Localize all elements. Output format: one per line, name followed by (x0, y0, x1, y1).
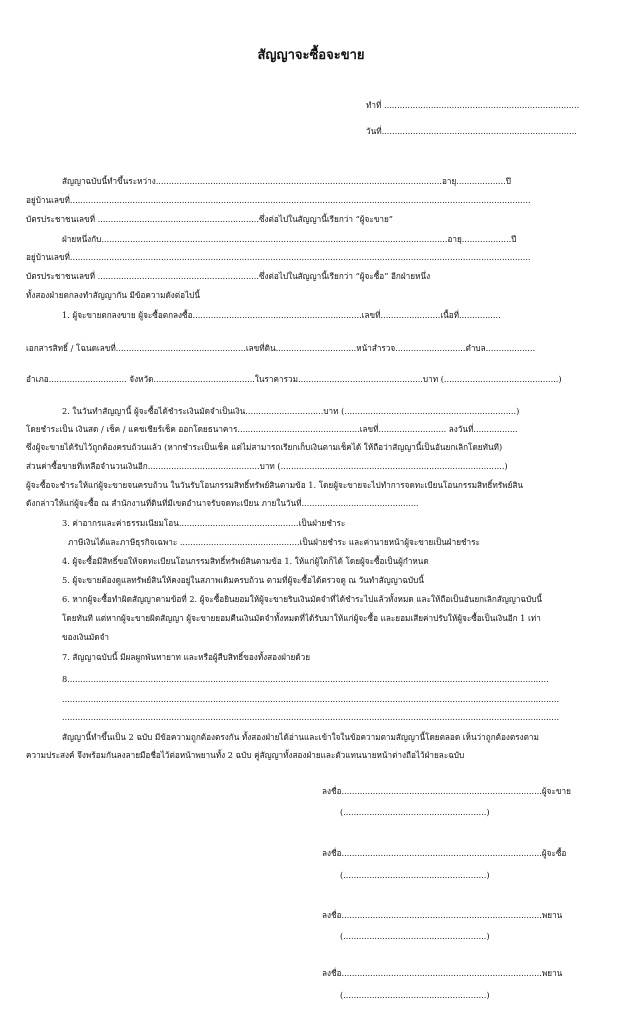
clause-6-line-3: ของเงินมัดจำ (62, 632, 110, 642)
clause-2-line-5: ผู้จะซื้อจะชำระให้แก่ผู้จะขายจนครบถ้วน ในวันรับโอนกรรมสิทธิ์ทรัพย์สินตามข้อ 1. โดยผู้จะขายจะไปทำการจดทะเบียนโอนกรรมสิทธิ์ทรัพย์สิน (26, 480, 523, 490)
signature-seller-line: ลงชื่อ.............................................................................ผู้จะขาย (322, 786, 571, 796)
signature-witness-2-line: ลงชื่อ.............................................................................พยาน (322, 968, 563, 978)
clause-7-line: 7. สัญญาฉบับนี้ มีผลผูกพันทายาท และหรือผู้สืบสิทธิ์ของทั้งสองฝ่ายด้วย (62, 652, 310, 662)
clause-1-line-3: อำเภอ.............................. จังหวัด.......................................ในราคารวม................................................บาท (............................................) (26, 374, 562, 384)
clause-8-line-3: ............................................................................................................................................................................................... (62, 712, 560, 722)
clause-4-line: 4. ผู้จะซื้อมีสิทธิ์ขอให้จดทะเบียนโอนกรรมสิทธิ์ทรัพย์สินตามข้อ 1. ให้แก่ผู้ใดก็ได้ โดยผู้จะซื้อเป็นผู้กำหนด (62, 556, 429, 566)
date-line: วันที่........................................................................... (366, 126, 577, 136)
clause-2-line-6: ดังกล่าวให้แก่ผู้จะซื้อ ณ สำนักงานที่ดินที่มีเขตอำนาจรับจดทะเบียน ภายในวันที่............................................. (26, 498, 419, 508)
clause-3-line-1: 3. ค่าอากรและค่าธรรมเนียมโอน..............................................เป็นฝ่ายชำระ (62, 518, 346, 528)
document-title: สัญญาจะซื้อจะขาย (257, 48, 365, 63)
clause-2-line-2: โดยชำระเป็น เงินสด / เช็ค / แคชเชียร์เช็ค ออกโดยธนาคาร...............................................เลขที่.......................... ลงวันที่................. (26, 424, 518, 434)
clause-1-line-2: เอกสารสิทธิ์ / โฉนดเลขที่..................................................เลขที่ดิน...............................หน้าสำรวจ...........................ตำบล................... (26, 343, 536, 353)
signature-seller-name: (.......................................................) (340, 807, 490, 817)
signature-buyer-name: (.......................................................) (340, 870, 490, 880)
signature-witness-1-name: (.......................................................) (340, 931, 490, 941)
party-buyer-id-line: บัตรประชาชนเลขที่ ..............................................................ซึ่งต่อไปในสัญญานี้เรียกว่า “ผู้จะซื้อ” อีกฝ่ายหนึ่ง (26, 271, 431, 281)
clause-2-line-4: ส่วนค่าซื้อขายที่เหลือจำนวนเงินอีก...........................................บาท (......................................................................................) (26, 461, 508, 471)
clause-6-line-1: 6. หากผู้จะซื้อทำผิดสัญญาตามข้อที่ 2. ผู้จะซื้อยินยอมให้ผู้จะขายริบเงินมัดจำที่ได้ชำระไปแล้วทั้งหมด และให้ถือเป็นอันยกเลิกสัญญาฉบับนี้ (62, 594, 542, 604)
place-line: ทำที่ ........................................................................... (366, 100, 580, 110)
signature-buyer-line: ลงชื่อ.............................................................................ผู้จะซื้อ (322, 848, 567, 858)
clause-8-line-1: 8......................................................................................................................................................................................... (62, 674, 549, 684)
agreement-intro-line: ทั้งสองฝ่ายตกลงทำสัญญากัน มีข้อความดังต่อไปนี้ (26, 290, 200, 300)
party-seller-name-line: สัญญาฉบับนี้ทำขึ้นระหว่าง..............................................................................................................อายุ...................ปี (62, 176, 511, 186)
clause-2-line-1: 2. ในวันทำสัญญานี้ ผู้จะซื้อได้ชำระเงินมัดจำเป็นเงิน..............................บาท (..................................................................) (62, 406, 520, 416)
signature-witness-1-line: ลงชื่อ.............................................................................พยาน (322, 910, 563, 920)
closing-line-1: สัญญานี้ทำขึ้นเป็น 2 ฉบับ มีข้อความถูกต้องตรงกัน ทั้งสองฝ่ายได้อ่านและเข้าใจในข้อความตามสัญญานี้โดยตลอด เห็นว่าถูกต้องตรงตาม (62, 732, 539, 742)
party-seller-id-line: บัตรประชาชนเลขที่ ..............................................................ซึ่งต่อไปในสัญญานี้เรียกว่า “ผู้จะขาย” (26, 214, 393, 224)
clause-2-line-3: ซึ่งผู้จะขายได้รับไว้ถูกต้องครบถ้วนแล้ว (หากชำระเป็นเช็ค แต่ไม่สามารถเรียกเก็บเงินตามเช็คได้ ให้ถือว่าสัญญานี้เป็นอันยกเลิกโดยทันที) (26, 442, 503, 452)
clause-3-line-2: ภาษีเงินได้และภาษีธุรกิจเฉพาะ ..............................................เป็นฝ่ายชำระ และค่านายหน้าผู้จะขายเป็นฝ่ายชำระ (68, 537, 480, 547)
closing-line-2: ความประสงค์ จึงพร้อมกันลงลายมือชื่อไว้ต่อหน้าพยานทั้ง 2 ฉบับ คู่สัญญาทั้งสองฝ่ายและตัวแทนนายหน้าต่างถือไว้ฝ่ายละฉบับ (26, 750, 465, 760)
clause-5-line: 5. ผู้จะขายต้องดูแลทรัพย์สินให้คงอยู่ในสภาพเดิมครบถ้วน ตามที่ผู้จะซื้อได้ตรวจดู ณ วันทำสัญญาฉบับนี้ (62, 575, 424, 585)
clause-6-line-2: โดยทันที แต่หากผู้จะขายผิดสัญญา ผู้จะขายยอมคืนเงินมัดจำทั้งหมดที่ได้รับมาให้แก่ผู้จะซื้อ และยอมเสียค่าปรับให้ผู้จะซื้อเป็นเงินอีก 1 เท่า (62, 613, 541, 623)
signature-witness-2-name: (.......................................................) (340, 990, 490, 1000)
party-buyer-address-line: อยู่บ้านเลขที่................................................................................................................................................................................. (26, 252, 531, 262)
party-seller-address-line: อยู่บ้านเลขที่................................................................................................................................................................................. (26, 195, 531, 205)
clause-1-line-1: 1. ผู้จะขายตกลงขาย ผู้จะซื้อตกลงซื้อ.................................................................เลขที่.......................เนื้อที่................ (62, 310, 501, 320)
party-buyer-name-line: ฝ่ายหนึ่งกับ.....................................................................................................................................อายุ...................ปี (62, 234, 517, 244)
clause-8-line-2: ............................................................................................................................................................................................... (62, 694, 560, 704)
